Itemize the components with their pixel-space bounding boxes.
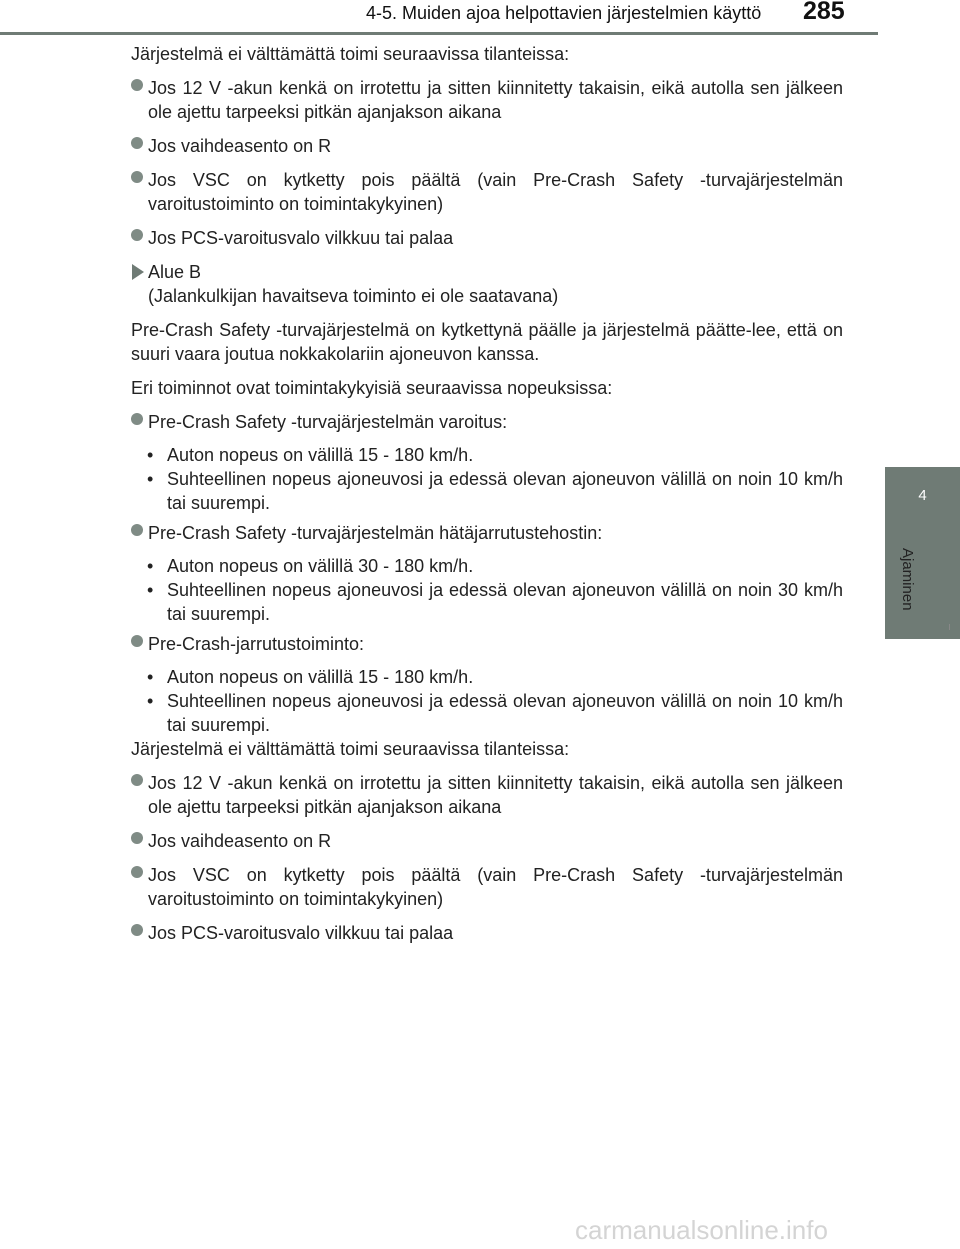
list-item-text: Jos PCS-varoitusvalo vilkkuu tai palaa [148, 923, 454, 943]
bullet-dot-icon [131, 524, 143, 536]
sub-item [131, 665, 843, 689]
area-heading [131, 260, 843, 308]
function-title [131, 521, 843, 545]
sub-item-text: Suhteellinen nopeus ajoneuvosi ja edessä olevan ajoneuvon välillä on noin 10 km/h tai suurempi. [167, 691, 843, 735]
sub-item [131, 689, 843, 737]
function-title [131, 632, 843, 656]
bullet-dot-icon [131, 229, 143, 241]
watermark: carmanualsonline.info [575, 1215, 828, 1245]
bullet-dot-icon [131, 832, 143, 844]
function-sub-list [131, 554, 843, 626]
bullet-dot-icon [131, 635, 143, 647]
function-block [131, 521, 843, 626]
sub-item-text: Suhteellinen nopeus ajoneuvosi ja edessä olevan ajoneuvon välillä on noin 30 km/h tai suurempi. [167, 580, 843, 624]
intro-text: Järjestelmä ei välttämättä toimi seuraavissa tilanteissa: [131, 44, 570, 64]
area-title: Alue B [148, 262, 202, 282]
function-title-text: Pre-Crash Safety -turvajärjestelmän varoitus: [148, 412, 508, 432]
conditions-list [131, 76, 843, 250]
area-subtitle: (Jalankulkijan havaitseva toiminto ei ole saatavana) [148, 286, 559, 306]
bullet-dot-icon [131, 137, 143, 149]
sub-bullet: • [147, 469, 154, 489]
chapter-label: Ajaminen [899, 548, 916, 611]
bullet-dot-icon [131, 79, 143, 91]
description-paragraph: Pre-Crash Safety -turvajärjestelmä on kytkettynä päälle ja järjestelmä päätte-lee, että on suuri vaara joutua nokkakolariin ajoneuvon kanssa. [131, 320, 843, 364]
arrow-right-icon [132, 264, 144, 280]
sub-item-text: Suhteellinen nopeus ajoneuvosi ja edessä olevan ajoneuvon välillä on noin 10 km/h tai suurempi. [167, 469, 843, 513]
sub-bullet: • [147, 667, 154, 687]
side-tick [949, 624, 950, 630]
bullet-dot-icon [131, 171, 143, 183]
list-item [131, 226, 843, 250]
sub-item [131, 578, 843, 626]
list-item [131, 771, 843, 819]
function-sub-list [131, 443, 843, 515]
list-item-text: Jos vaihdeasento on R [148, 831, 332, 851]
list-item [131, 863, 843, 911]
sub-bullet: • [147, 580, 154, 600]
page-number: 285 [803, 0, 845, 25]
bullet-dot-icon [131, 413, 143, 425]
sub-item-text: Auton nopeus on välillä 15 - 180 km/h. [167, 667, 474, 687]
function-title-text: Pre-Crash-jarrutustoiminto: [148, 634, 365, 654]
list-item-text: Jos 12 V -akun kenkä on irrotettu ja sitten kiinnitetty takaisin, eikä autolla sen jälkeen ole ajettu tarpeeksi pitkän ajanjakson aikana [148, 78, 843, 122]
list-item [131, 134, 843, 158]
function-block [131, 410, 843, 515]
intro-text: Järjestelmä ei välttämättä toimi seuraavissa tilanteissa: [131, 739, 570, 759]
speeds-intro: Eri toiminnot ovat toimintakykyisiä seuraavissa nopeuksissa: [131, 378, 613, 398]
header-rule [0, 32, 878, 35]
sub-item [131, 443, 843, 467]
list-item [131, 829, 843, 853]
list-item-text: Jos vaihdeasento on R [148, 136, 332, 156]
function-title-text: Pre-Crash Safety -turvajärjestelmän hätäjarrutustehostin: [148, 523, 603, 543]
list-item-text: Jos PCS-varoitusvalo vilkkuu tai palaa [148, 228, 454, 248]
list-item [131, 168, 843, 216]
sub-bullet: • [147, 445, 154, 465]
sub-item-text: Auton nopeus on välillä 30 - 180 km/h. [167, 556, 474, 576]
bullet-dot-icon [131, 866, 143, 878]
list-item-text: Jos VSC on kytketty pois päältä (vain Pre-Crash Safety -turvajärjestelmän varoitustoiminto on toimintakykyinen) [148, 170, 843, 214]
function-title [131, 410, 843, 434]
bullet-dot-icon [131, 924, 143, 936]
sub-item-text: Auton nopeus on välillä 15 - 180 km/h. [167, 445, 474, 465]
chapter-number: 4 [918, 487, 927, 504]
sub-item [131, 467, 843, 515]
list-item [131, 921, 843, 945]
sub-bullet: • [147, 556, 154, 576]
sub-bullet: • [147, 691, 154, 711]
page-content [131, 42, 843, 955]
sub-item [131, 554, 843, 578]
function-block [131, 632, 843, 737]
conditions-list [131, 771, 843, 945]
bullet-dot-icon [131, 774, 143, 786]
list-item-text: Jos 12 V -akun kenkä on irrotettu ja sitten kiinnitetty takaisin, eikä autolla sen jälkeen ole ajettu tarpeeksi pitkän ajanjakson aikana [148, 773, 843, 817]
list-item-text: Jos VSC on kytketty pois päältä (vain Pre-Crash Safety -turvajärjestelmän varoitustoiminto on toimintakykyinen) [148, 865, 843, 909]
function-sub-list [131, 665, 843, 737]
list-item [131, 76, 843, 124]
header-text: 4-5. Muiden ajoa helpottavien järjestelmien käyttö [366, 3, 762, 23]
